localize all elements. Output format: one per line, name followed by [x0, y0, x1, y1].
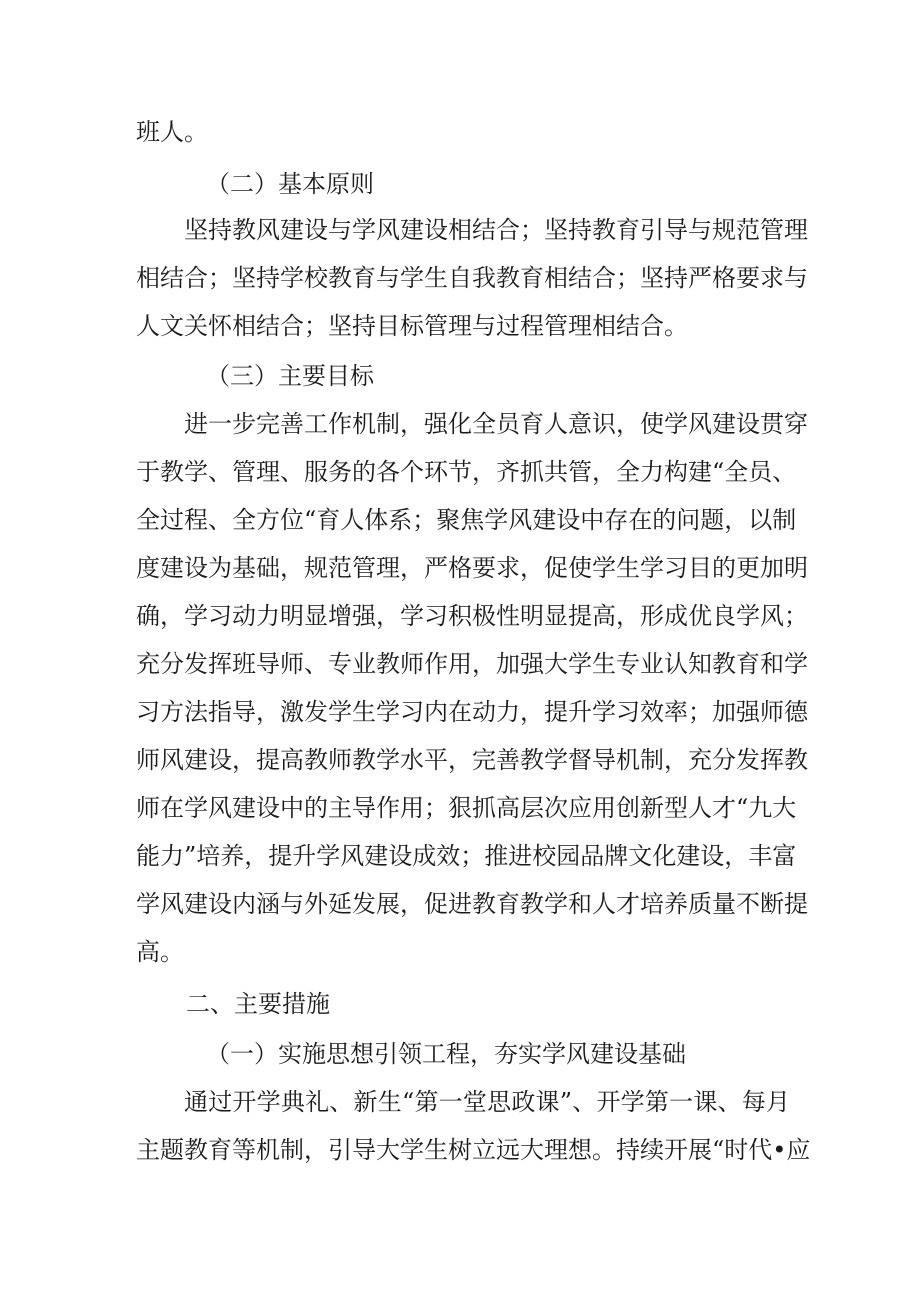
goals-line-4: 度建设为基础，规范管理，严格要求，促使学生学习目的更加明 — [136, 554, 808, 582]
goals-line-10: 能力”培养，提升学风建设成效；推进校园品牌文化建设，丰富 — [136, 842, 797, 870]
principles-line-3: 人文关怀相结合；坚持目标管理与过程管理相结合。 — [136, 312, 688, 340]
principles-line-1: 坚持教风建设与学风建设相结合；坚持教育引导与规范管理 — [184, 216, 808, 244]
section-heading-main-goals: （三）主要目标 — [206, 362, 374, 390]
goals-line-7: 习方法指导，激发学生学习内在动力，提升学习效率；加强师德 — [136, 698, 808, 726]
subsection-heading-ideological-guidance: （一）实施思想引领工程，夯实学风建设基础 — [206, 1040, 686, 1068]
goals-line-12: 高。 — [136, 938, 184, 966]
section-heading-basic-principles: （二）基本原则 — [206, 170, 374, 198]
goals-line-11: 学风建设内涵与外延发展，促进教育教学和人才培养质量不断提 — [136, 890, 808, 918]
principles-line-2: 相结合；坚持学校教育与学生自我教育相结合；坚持严格要求与 — [136, 264, 808, 292]
goals-line-6: 充分发挥班导师、专业教师作用，加强大学生专业认知教育和学 — [136, 650, 808, 678]
section-heading-main-measures: 二、主要措施 — [186, 990, 330, 1018]
measures-line-2: 主题教育等机制，引导大学生树立远大理想。持续开展“时代•应 — [136, 1136, 811, 1164]
goals-line-5: 确，学习动力明显增强，学习积极性明显提高，形成优良学风； — [136, 602, 808, 630]
goals-line-1: 进一步完善工作机制，强化全员育人意识，使学风建设贯穿 — [184, 410, 808, 438]
goals-line-9: 师在学风建设中的主导作用；狠抓高层次应用创新型人才“九大 — [136, 794, 797, 822]
goals-line-2: 于教学、管理、服务的各个环节，齐抓共管，全力构建“全员、 — [136, 458, 797, 486]
goals-line-8: 师风建设，提高教师教学水平，完善教学督导机制，充分发挥教 — [136, 746, 808, 774]
paragraph-tail: 班人。 — [136, 118, 208, 146]
goals-line-3: 全过程、全方位“育人体系；聚焦学风建设中存在的问题，以制 — [136, 506, 797, 534]
measures-line-1: 通过开学典礼、新生“第一堂思政课”、开学第一课、每月 — [184, 1088, 790, 1116]
